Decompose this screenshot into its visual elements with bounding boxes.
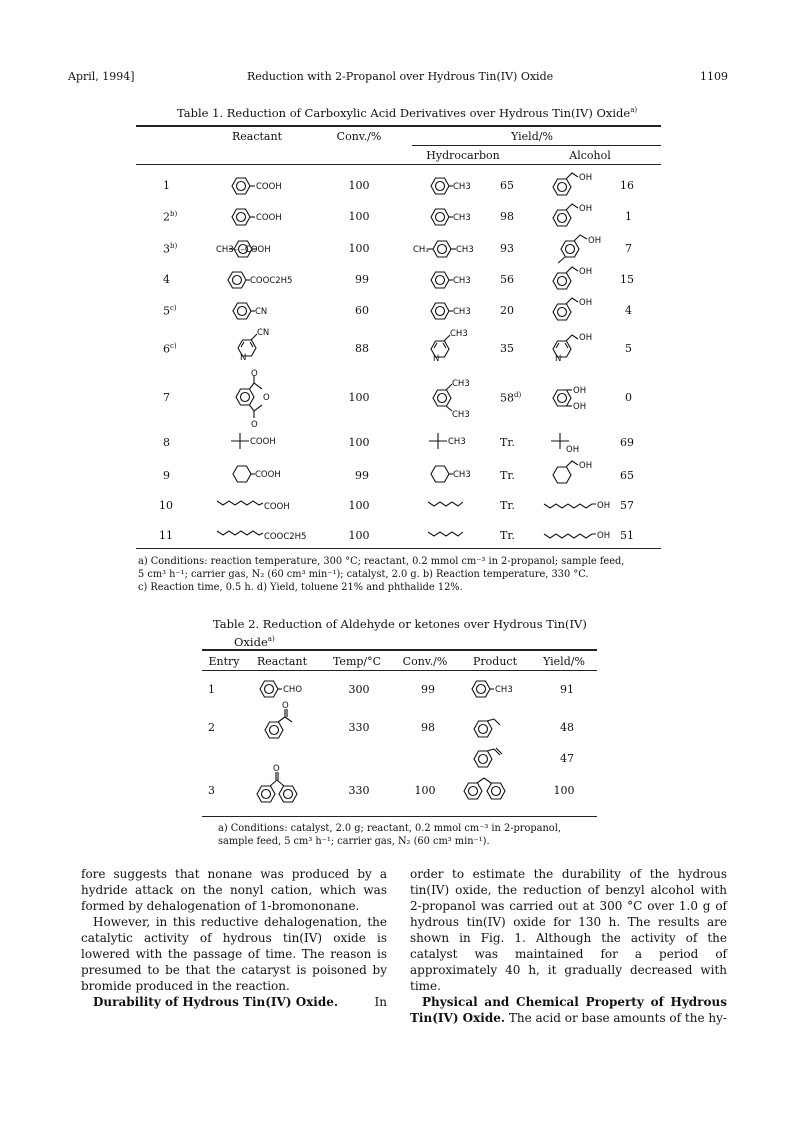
table2-header-product: Product	[473, 655, 517, 668]
table1-caption	[177, 106, 637, 120]
group-label: CH₃	[413, 245, 429, 255]
paragraph-start: In	[374, 995, 387, 1009]
benzene-ring	[279, 786, 297, 802]
table1-yield-rule	[412, 145, 661, 146]
group-label: OH	[579, 173, 593, 183]
table1-footnotes	[138, 555, 624, 594]
table2-header-entry: Entry	[208, 655, 240, 668]
section-heading-paragraph	[410, 994, 727, 1026]
table2-header-reactant: Reactant	[257, 655, 307, 668]
table1-hc-yield: 65	[500, 179, 514, 192]
group-label: CHO	[283, 685, 303, 695]
table1-conv: 100	[348, 210, 370, 223]
table1-conv: 99	[355, 469, 369, 482]
group-label: OH	[573, 402, 587, 412]
benzene-ring	[561, 241, 579, 257]
benzene-ring	[487, 783, 505, 799]
entry-number: 1	[163, 179, 170, 192]
table1-alc-yield: 69	[620, 436, 634, 449]
table1-header-reactant: Reactant	[232, 130, 282, 143]
pyridine-n-label: N	[433, 354, 440, 364]
hc-yield-footnote: d)	[514, 391, 522, 399]
table2-header-conv: Conv./%	[402, 655, 448, 668]
table2-caption-line	[213, 632, 587, 650]
cyclohexane-ring	[553, 467, 571, 483]
group-label: COOH	[255, 470, 281, 480]
paragraph: order to estimate the durability of the hydrous tin(IV) oxide, the reduction of benzyl alcohol with 2-propanol was carried out at 300 °C over 1.0 g of hydrous tin(IV) oxide for 130 h. The results are shown in Fig. 1. Although the activity of the catalyst was maintained for a period of approximately 40 h, it gradually decreased with time.	[410, 867, 727, 993]
table1-alc-yield: 7	[625, 242, 632, 255]
benzene-ring	[433, 241, 451, 257]
table1-alc-yield: 57	[620, 499, 634, 512]
table1-top-rule	[136, 125, 661, 127]
table1-alc-yield: 15	[620, 273, 634, 286]
carbonyl-o-label: O	[273, 764, 280, 774]
benzene-ring	[232, 209, 250, 225]
group-label: CH3	[452, 410, 470, 420]
group-label: CH3	[453, 470, 471, 480]
pyridine-n-label: N	[555, 354, 562, 364]
table2-bottom-rule	[202, 816, 597, 817]
ring-o-label: O	[263, 393, 270, 403]
table1-hc-yield: 98	[500, 210, 514, 223]
group-label: COOH	[256, 182, 282, 192]
table1-hc-yield: Tr.	[500, 436, 515, 449]
page-number: 1109	[700, 70, 728, 83]
table1-hc-yield: 56	[500, 273, 514, 286]
table1-conv: 100	[348, 391, 370, 404]
table2-structures	[240, 672, 530, 812]
benzene-ring	[553, 179, 571, 195]
group-label: OH	[579, 461, 593, 471]
table1-conv: 88	[355, 342, 369, 355]
table1-structures	[130, 165, 660, 550]
benzene-ring	[431, 209, 449, 225]
paragraph: However, in this reductive dehalogenation, the catalytic activity of hydrous tin(IV) oxide is lowered with the passage of time. The reason is presumed to be that the cataryst is poisoned by bromide produced in the reaction.	[81, 915, 387, 993]
group-label: CH3	[453, 213, 471, 223]
paragraph-start: The acid or base amounts of the hy-	[508, 1011, 727, 1025]
benzene-ring	[553, 304, 571, 320]
running-header-left: April, 1994]	[68, 70, 135, 83]
group-label: OH	[573, 386, 587, 396]
table2-yield: 100	[553, 784, 575, 797]
alkyl-chain	[217, 531, 263, 535]
table2-caption-sup: a)	[267, 635, 275, 643]
group-label: CH3	[456, 245, 474, 255]
table1-conv: 100	[348, 436, 370, 449]
table2-caption	[213, 617, 587, 650]
benzene-ring	[260, 681, 278, 697]
table1-hc-yield: 20	[500, 304, 514, 317]
running-header-title: Reduction with 2-Propanol over Hydrous Tin(IV) Oxide	[247, 70, 554, 83]
group-label: COOH	[264, 502, 290, 512]
group-label: OH	[566, 445, 580, 455]
group-label: OH	[597, 531, 611, 541]
entry-number: 9	[163, 469, 170, 482]
table1-footnote-line: 5 cm³ h⁻¹; carrier gas, N₂ (60 cm³ min⁻¹); catalyst, 2.0 g. b) Reaction temperature, 330 °C.	[138, 569, 589, 580]
table1-header-conv: Conv./%	[336, 130, 382, 143]
table2-conv: 100	[414, 784, 436, 797]
table1-alc-yield: 65	[620, 469, 634, 482]
table1-alc-yield: 4	[625, 304, 632, 317]
table2-footnote-line: sample feed, 5 cm³ h⁻¹; carrier gas, N₂ (60 cm³ min⁻¹).	[218, 836, 490, 847]
benzene-ring	[474, 751, 492, 767]
group-label: CH3	[453, 307, 471, 317]
benzene-ring	[431, 272, 449, 288]
table1-alc-yield: 1	[625, 210, 632, 223]
entry-number: 11	[159, 529, 173, 542]
group-label: COOC2H5	[250, 276, 293, 286]
entry-number: 5	[163, 304, 170, 318]
right-column	[410, 866, 727, 1026]
benzene-ring	[472, 681, 490, 697]
cyclohexane-ring	[431, 466, 449, 482]
alkyl-chain	[544, 534, 596, 538]
section-heading: Durability of Hydrous Tin(IV) Oxide.	[93, 995, 339, 1009]
table2-footnote-line: a) Conditions: catalyst, 2.0 g; reactant, 0.2 mmol cm⁻³ in 2-propanol,	[218, 823, 561, 834]
table2-top-rule	[202, 649, 597, 651]
table1-alc-yield: 51	[620, 529, 634, 542]
entry-footnote: b)	[170, 242, 178, 250]
table1-conv: 60	[355, 304, 369, 317]
table2-conv: 99	[421, 683, 435, 696]
group-label: CH3	[450, 329, 468, 339]
benzene-ring	[464, 783, 482, 799]
group-label: OH	[597, 501, 611, 511]
benzene-ring	[232, 178, 250, 194]
group-label: CH3	[448, 437, 466, 447]
group-label: OH	[579, 204, 593, 214]
table2-yield: 91	[560, 683, 574, 696]
entry-number: 3	[163, 242, 170, 256]
benzene-ring	[265, 722, 283, 738]
entry-number: 6	[163, 342, 170, 356]
table1-hc-yield: Tr.	[500, 529, 515, 542]
entry-footnote: c)	[170, 304, 177, 312]
alkyl-chain	[428, 532, 463, 536]
benzene-ring	[233, 303, 251, 319]
o-xylene	[433, 390, 451, 406]
group-label: CH3	[453, 182, 471, 192]
table2-entry: 3	[208, 784, 215, 797]
section-heading: Physical and Chemical Property of Hydrous Tin(IV) Oxide.	[410, 995, 727, 1025]
group-label: CH3– –COOH	[216, 245, 271, 255]
table1-alc-yield: 16	[620, 179, 634, 192]
entry-footnote: c)	[170, 342, 177, 350]
table1-footnote-line: c) Reaction time, 0.5 h. d) Yield, toluene 21% and phthalide 12%.	[138, 582, 463, 593]
paragraph: fore suggests that nonane was produced by a hydride attack on the nonyl cation, which was formed by dehalogenation of 1-bromononane.	[81, 867, 387, 913]
group-label: OH	[579, 267, 593, 277]
table2-entry: 2	[208, 721, 215, 734]
table2-temp: 300	[348, 683, 370, 696]
pyridine-n-label: N	[240, 353, 247, 363]
benzene-ring	[553, 210, 571, 226]
cyclohexane-ring	[233, 466, 251, 482]
table1-hc-yield: 93	[500, 242, 514, 255]
table2-footnotes	[218, 822, 561, 848]
table2-temp: 330	[348, 721, 370, 734]
table1-conv: 99	[355, 273, 369, 286]
table1-header-yield: Yield/%	[511, 130, 553, 143]
table2-header-temp: Temp/°C	[332, 655, 382, 668]
group-label: OH	[579, 333, 593, 343]
table1-caption-text: Table 1. Reduction of Carboxylic Acid Derivatives over Hydrous Tin(IV) Oxide	[177, 106, 631, 120]
table1-alc-yield: 5	[625, 342, 632, 355]
table1-hc-yield: Tr.	[500, 499, 515, 512]
table2-caption-line: Table 2. Reduction of Aldehyde or ketones over Hydrous Tin(IV)	[213, 617, 587, 631]
table1-caption-sup: a)	[630, 106, 638, 115]
hc-yield-value: 58	[500, 391, 514, 405]
table1-header-hydrocarbon: Hydrocarbon	[426, 149, 500, 162]
benzene-ring	[553, 273, 571, 289]
entry-number: 7	[163, 391, 170, 404]
table2-header-yield: Yield/%	[543, 655, 585, 668]
group-label: CH3	[452, 379, 470, 389]
table1-bottom-rule	[136, 548, 661, 549]
carbonyl-o-label: O	[251, 369, 258, 379]
table1-footnote-line: a) Conditions: reaction temperature, 300 °C; reactant, 0.2 mmol cm⁻³ in 2-propanol; sample feed,	[138, 556, 625, 567]
benzenedimethanol	[553, 390, 571, 406]
alkyl-chain	[428, 502, 463, 506]
table2-yield: 48	[560, 721, 574, 734]
table2-header-rule	[202, 670, 597, 671]
benzene-ring	[257, 786, 275, 802]
benzene-ring	[431, 303, 449, 319]
entry-number: 10	[159, 499, 173, 512]
alkyl-chain	[217, 501, 263, 505]
table1-conv: 100	[348, 499, 370, 512]
group-label: COOC2H5	[264, 532, 307, 542]
entry-number: 2	[163, 210, 170, 224]
table2-entry: 1	[208, 683, 215, 696]
table2-yield: 47	[560, 752, 574, 765]
group-label: OH	[588, 236, 602, 246]
carbonyl-o-label: O	[251, 420, 258, 430]
phthalic-anhydride	[236, 376, 262, 418]
table1-conv: 100	[348, 529, 370, 542]
table1-header-alcohol: Alcohol	[569, 149, 611, 162]
section-heading-line	[81, 994, 387, 1010]
carbonyl-o-label: O	[282, 701, 289, 711]
table2-temp: 330	[348, 784, 370, 797]
group-label: CH3	[453, 276, 471, 286]
table1-hc-yield: Tr.	[500, 469, 515, 482]
table2-conv: 98	[421, 721, 435, 734]
entry-number: 4	[163, 273, 170, 286]
table1-conv: 100	[348, 242, 370, 255]
benzene-ring	[228, 272, 246, 288]
group-label: CH3	[495, 685, 513, 695]
table1-conv: 100	[348, 179, 370, 192]
left-column	[81, 866, 387, 1010]
group-label: COOH	[250, 437, 276, 447]
entry-number: 8	[163, 436, 170, 449]
tert-butyl-group	[231, 433, 249, 449]
table1-alc-yield: 0	[625, 391, 632, 404]
alkyl-chain	[544, 504, 596, 508]
table2-caption-oxide: Oxide	[234, 634, 268, 649]
group-label: COOH	[256, 213, 282, 223]
group-label: OH	[579, 298, 593, 308]
tert-butyl-group	[429, 433, 447, 449]
group-label: CN	[257, 328, 270, 338]
table1-hc-yield: 35	[500, 342, 514, 355]
entry-footnote: b)	[170, 210, 178, 218]
benzene-ring	[431, 178, 449, 194]
benzene-ring	[474, 721, 492, 737]
group-label: CN	[255, 307, 268, 317]
